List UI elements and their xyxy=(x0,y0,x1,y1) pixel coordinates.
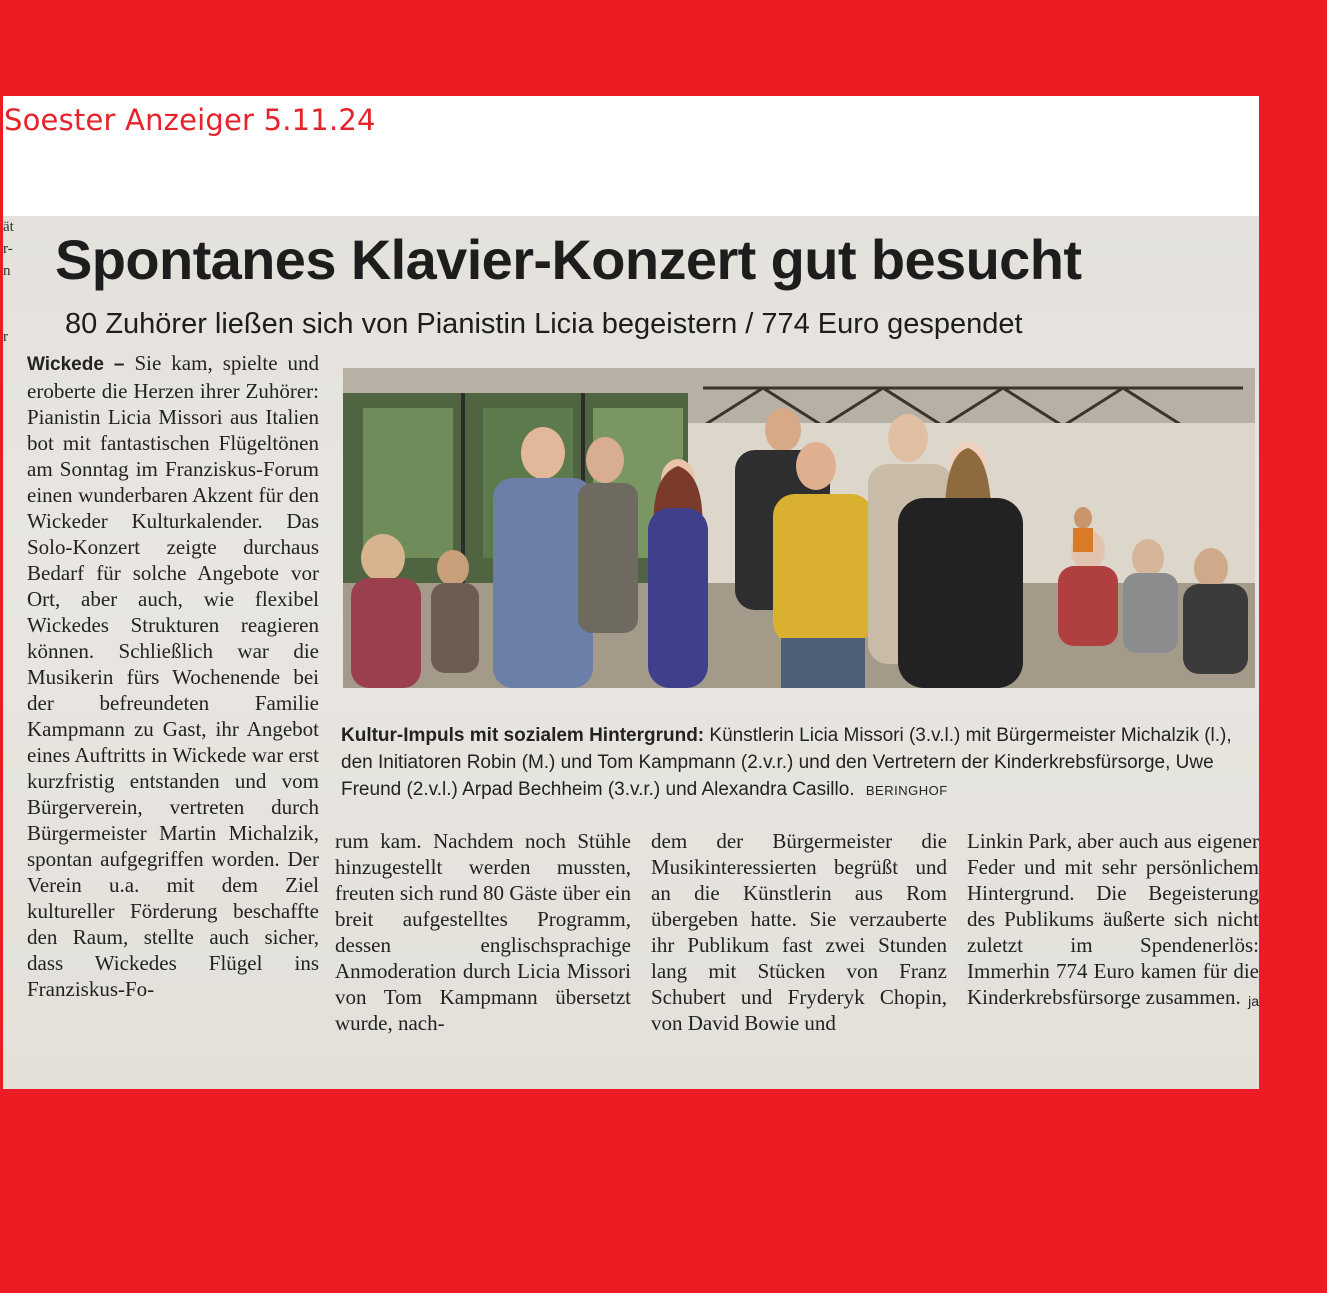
article-column-1 xyxy=(27,350,319,1002)
article-photo xyxy=(343,368,1255,688)
group-photo-illustration xyxy=(343,368,1255,688)
edge-marks xyxy=(3,216,17,348)
edge-mark xyxy=(3,282,17,304)
caption-lead: Kultur-Impuls mit sozialem Hintergrund: xyxy=(341,725,705,746)
article-column-4 xyxy=(967,828,1259,1014)
edge-mark: r- xyxy=(3,241,13,257)
column-text: Linkin Park, aber auch aus eigener Feder und mit sehr persönlichem Hintergrund. Die Begeisterung des Publikums äußerte sich nicht zuletzt im Spendenerlös: Immerhin 774 Euro kamen für die Kinderkrebsfürsorge zusammen. xyxy=(967,829,1259,1009)
newspaper-clipping xyxy=(3,216,1259,1089)
article-subheadline: 80 Zuhörer ließen sich von Pianistin Licia begeistern / 774 Euro gespendet xyxy=(65,308,1023,340)
edge-mark: r xyxy=(3,329,8,345)
photo-caption xyxy=(341,722,1259,804)
caption-text: Künstlerin Licia Missori (3.v.l.) mit Bürgermeister Michalzik (l.), den Initiatoren Robin (M.) und Tom Kampmann (2.v.r.) und den Vertretern der Kinderkrebsfürsorge, Uwe Freund (2.v.l.) Arpad Bechheim (3.v.r.) und Alexandra Casillo. xyxy=(341,725,1232,800)
column-text: dem der Bürgermeister die Musikinteressierten begrüßt und an die Künstlerin aus Rom übergeben hatte. Sie verzauberte ihr Publikum fast zwei Stunden lang mit Stücken von Franz Schubert und Fryderyk Chopin, von David Bowie und xyxy=(651,829,947,1035)
edge-mark xyxy=(3,304,17,326)
photo-credit: BERINGHOF xyxy=(865,783,948,798)
column-text: Sie kam, spielte und eroberte die Herzen ihrer Zuhörer: Pianistin Licia Missori aus Italien bot mit fantastischen Flügeltönen am Sonntag im Franziskus-Forum einen wunderbaren Akzent für den Wickeder Kulturkalender. Das Solo-Konzert zeigte durchaus Bedarf für solche Angebote vor Ort, aber auch, wie flexibel Wickedes Strukturen reagieren können. Schließlich war die Musikerin fürs Wochenende bei der befreundeten Familie Kampmann zu Gast, ihr Angebot eines Auftritts in Wickede war erst kurzfristig entstanden und vom Bürgerverein, vertreten durch Bürgermeister Martin Michalzik, spontan aufgegriffen worden. Der Verein u.a. mit dem Ziel kultureller Förderung beschaffte den Raum, stellte auch sicher, dass Wickedes Flügel ins Franziskus-Fo- xyxy=(27,351,319,1001)
edge-mark: ät xyxy=(3,219,14,235)
article-column-3 xyxy=(651,828,947,1036)
dateline: Wickede – xyxy=(27,354,125,375)
article-headline: Spontanes Klavier-Konzert gut besucht xyxy=(55,228,1082,291)
article-column-2 xyxy=(335,828,631,1036)
edge-mark: n xyxy=(3,263,11,279)
source-label: Soester Anzeiger 5.11.24 xyxy=(4,103,376,137)
author-tag: ja xyxy=(1248,993,1259,1009)
column-text: rum kam. Nachdem noch Stühle hinzugestellt werden mussten, freuten sich rund 80 Gäste über ein breit aufgestelltes Programm, dessen englischsprachige Anmoderation durch Licia Missori von Tom Kampmann übersetzt wurde, nach- xyxy=(335,829,631,1035)
